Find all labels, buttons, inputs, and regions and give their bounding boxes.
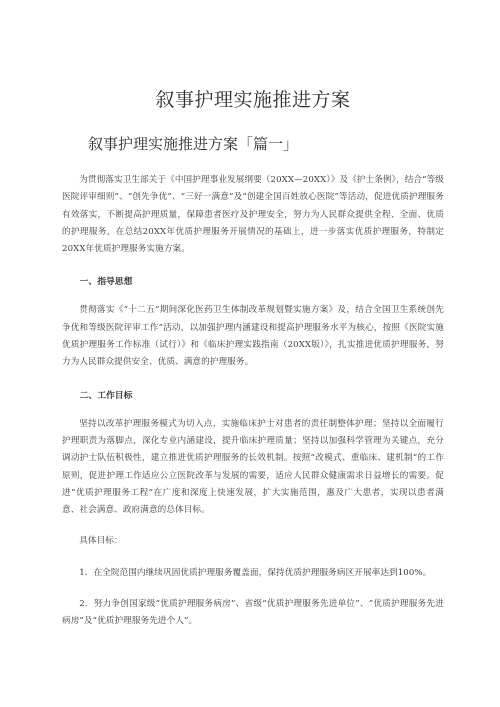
heading-guiding-ideology: 一、指导思想 xyxy=(79,277,133,288)
specific-targets-lead: 具体目标： xyxy=(79,536,123,547)
section-title: 叙事护理实施推进方案「篇一」 xyxy=(88,135,299,153)
heading-work-goals: 二、工作目标 xyxy=(79,390,133,401)
document-title: 叙事护理实施推进方案 xyxy=(155,89,351,111)
target-item-1: 1．在全院范围内继续巩固优质护理服务覆盖面，保持优质护理服务病区开展率达到100%。 xyxy=(79,567,432,578)
guiding-ideology-paragraph: 贯彻落实《“十二五”期间深化医药卫生体制改革规划暨实施方案》及，结合全国卫生系统创先争优和等级医院评审工作”活动，以加强护理内涵建设和提高护理服务水平为核心，按照《医院实施优质护理服务工作标准（试行）》和《临床护理实践指南（20XX版）》，扎实推进优质护理服务，努力为人民群众提供安全、优质、满意的护理服务。 xyxy=(62,305,444,368)
intro-paragraph: 为贯彻落实卫生部关于《中国护理事业发展纲要（20XX—20XX）》及《护士条例》，结合“等级医院评审细则”、“创先争优”、“三好一满意”及“创建全国百姓放心医院”等活动，促进优质护理服务有效落实，不断提高护理质量，保障患者医疗及护理安全，努力为人民群众提供全程、全面、优质的护理服务，在总结20XX年优质护理服务开展情况的基础上，进一步落实优质护理服务，特制定20XX年优质护理服务实施方案。 xyxy=(62,175,444,255)
target-item-2: 2．努力争创国家级“优质护理服务病房”、省级“优质护理服务先进单位”、“优质护理服务先进病房”及“优质护理服务先进个人”。 xyxy=(62,599,444,627)
work-goals-paragraph: 坚持以改革护理服务模式为切入点，实施临床护士对患者的责任制整体护理；坚持以全面履行护理职责为落脚点，深化专业内涵建设，提升临床护理质量；坚持以加强科学管理为关键点，充分调动护士队伍积极性，建立推进优质护理服务的长效机制。按照“改模式、重临床、建机制”的工作原则，促进护理工作适应公立医院改革与发展的需要，适应人民群众健康需求日益增长的需要。促进“优质护理服务工程”在广度和深度上快速发展，扩大实施范围，惠及广大患者，实现以患者满意、社会满意、政府满意的总体目标。 xyxy=(62,418,444,516)
